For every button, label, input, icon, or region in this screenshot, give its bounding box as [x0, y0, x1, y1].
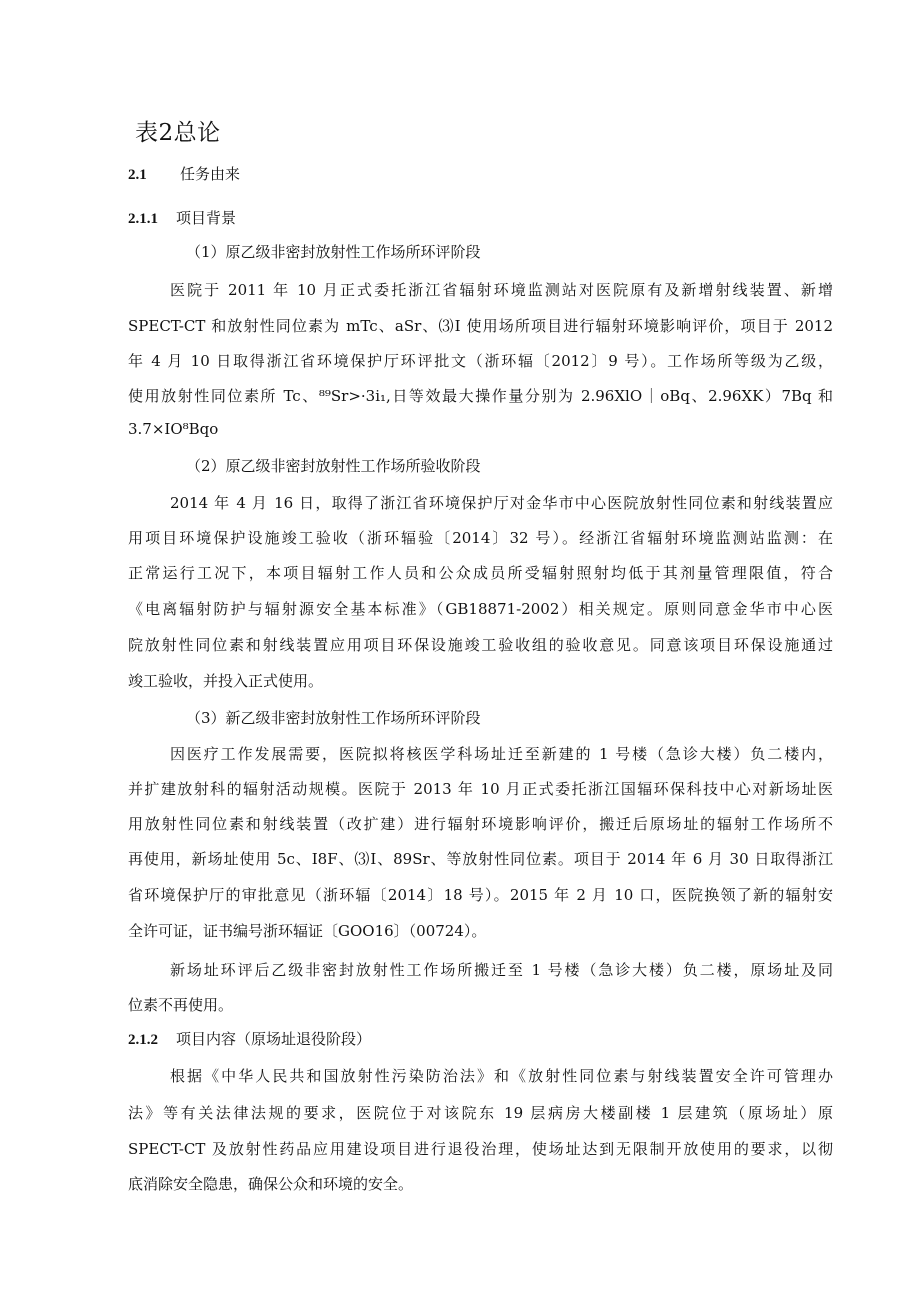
paragraph-line: 年 4 月 10 日取得浙江省环境保护厅环评批文（浙环辐〔2012〕9 号）。工作场所等级为乙级，: [128, 352, 833, 370]
paragraph-line: 医院于 2011 年 10 月正式委托浙江省辐射环境监测站对医院原有及新增射线装置、新增: [170, 281, 833, 299]
paragraph-line: SPECT-CT 及放射性药品应用建设项目进行退役治理，使场址达到无限制开放使用的要求，以彻: [128, 1140, 833, 1158]
paragraph-line: 根据《中华人民共和国放射性污染防治法》和《放射性同位素与射线装置安全许可管理办: [170, 1067, 833, 1085]
subheading-3: （3）新乙级非密封放射性工作场所环评阶段: [186, 709, 481, 727]
section-heading-2-1-1: [128, 207, 236, 228]
paragraph-line: 底消除安全隐患，确保公众和环境的安全。: [128, 1175, 414, 1193]
section-title: 项目内容（原场址退役阶段）: [176, 1030, 372, 1048]
paragraph-line: 《电离辐射防护与辐射源安全基本标准》（GB18871-2002）相关规定。原则同意金华市中心医: [128, 600, 833, 618]
section-title: 项目背景: [176, 209, 237, 227]
paragraph-line: 2014 年 4 月 16 日，取得了浙江省环境保护厅对金华市中心医院放射性同位素和射线装置应: [170, 494, 833, 512]
paragraph-line: 正常运行工况下，本项目辐射工作人员和公众成员所受辐射照射均低于其剂量管理限值，符合: [128, 564, 833, 582]
paragraph-line: 位素不再使用。: [128, 996, 234, 1014]
paragraph-line: 省环境保护厅的审批意见（浙环辐〔2014〕18 号）。2015 年 2 月 10 口，医院换领了新的辐射安: [128, 886, 833, 904]
subheading-2: （2）原乙级非密封放射性工作场所验收阶段: [186, 457, 481, 475]
paragraph-line: 并扩建放射科的辐射活动规模。医院于 2013 年 10 月正式委托浙江国辐环保科技中心对新场址医: [128, 780, 833, 798]
section-heading-2-1-2: [128, 1028, 371, 1049]
paragraph-line: 用放射性同位素和射线装置（改扩建）进行辐射环境影响评价，搬迁后原场址的辐射工作场所不: [128, 815, 833, 833]
paragraph-line: 再使用，新场址使用 5c、I8F、⑶I、89Sr、等放射性同位素。项目于 2014 年 6 月 30 日取得浙江: [128, 850, 833, 868]
paragraph-line: 3.7×IO⁸Bqo: [128, 420, 219, 438]
paragraph-line: SPECT-CT 和放射性同位素为 mTc、aSr、⑶I 使用场所项目进行辐射环境影响评价，项目于 2012: [128, 317, 833, 335]
section-heading-2-1: [128, 163, 240, 184]
subheading-1: （1）原乙级非密封放射性工作场所环评阶段: [186, 243, 481, 261]
paragraph-line: 竣工验收，并投入正式使用。: [128, 672, 324, 690]
paragraph-line: 院放射性同位素和射线装置应用项目环保设施竣工验收组的验收意见。同意该项目环保设施通过: [128, 636, 833, 654]
paragraph-line: 全许可证，证书编号浙环辐证〔GOO16〕（00724）。: [128, 922, 487, 940]
paragraph-line: 法》等有关法律法规的要求，医院位于对该院东 19 层病房大楼副楼 1 层建筑（原场址）原: [128, 1104, 833, 1122]
paragraph-line: 使用放射性同位素所 Tc、⁸⁹Sr>·3i₁,日等效最大操作量分别为 2.96XlO｜oBq、2.96XK）7Bq 和: [128, 387, 833, 405]
paragraph-line: 用项目环境保护设施竣工验收（浙环辐验〔2014〕32 号）。经浙江省辐射环境监测站监测：在: [128, 529, 833, 547]
section-number: 2.1.1: [128, 211, 158, 227]
section-number: 2.1: [128, 167, 147, 183]
section-number: 2.1.2: [128, 1032, 158, 1048]
section-title: 任务由来: [180, 165, 241, 183]
paragraph-line: 新场址环评后乙级非密封放射性工作场所搬迁至 1 号楼（急诊大楼）负二楼，原场址及同: [170, 961, 833, 979]
paragraph-line: 因医疗工作发展需要，医院拟将核医学科场址迁至新建的 1 号楼（急诊大楼）负二楼内，: [170, 745, 833, 763]
page-title: 表2总论: [135, 120, 221, 146]
